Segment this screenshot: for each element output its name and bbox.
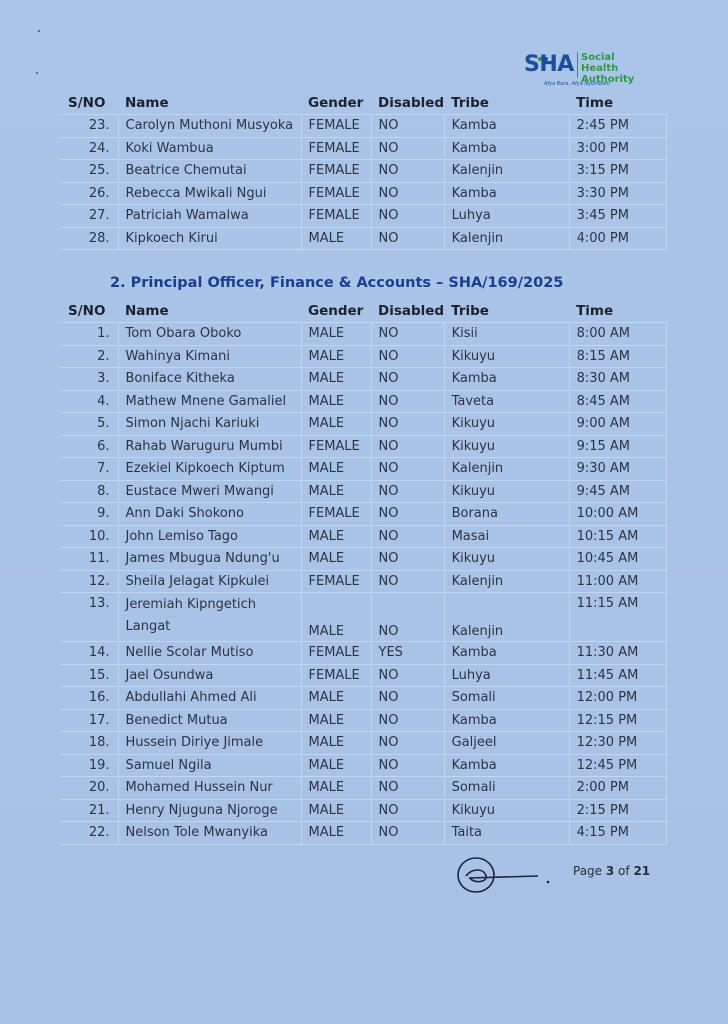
table-row [60,480,666,503]
table-row [60,525,666,548]
cell-disabled: NO [371,345,444,368]
cell-time: 10:15 AM [569,525,666,548]
cell-gender: MALE [301,323,371,346]
cell-sno: 27. [60,205,118,228]
cell-gender: FEMALE [301,182,371,205]
header-disabled: Disabled [378,303,445,319]
cell-sno: 16. [60,687,118,710]
table-row [60,709,666,732]
cell-tribe: Taita [444,822,569,845]
cell-name: Henry Njuguna Njoroge [118,799,301,822]
section-heading: 2. Principal Officer, Finance & Accounts – SHA/169/2025 [110,275,564,291]
cell-disabled: NO [371,525,444,548]
cell-gender: MALE [301,754,371,777]
cell-disabled: NO [371,413,444,436]
sha-logo [524,46,654,96]
cell-gender: FEMALE [301,205,371,228]
cell-tribe: Kamba [444,137,569,160]
cell-tribe: Kamba [444,709,569,732]
cell-gender: FEMALE [301,160,371,183]
cell-time: 8:00 AM [569,323,666,346]
cell-name: Samuel Ngila [118,754,301,777]
cell-gender: FEMALE [301,435,371,458]
table-row [60,323,666,346]
cell-name: Abdullahi Ahmed Ali [118,687,301,710]
cell-gender: MALE [301,458,371,481]
logo-mark: SHA [524,52,574,77]
cell-tribe: Kikuyu [444,435,569,458]
logo-tagline: Afya Bora, Afya Nyumbani [544,81,610,87]
page-sep: of [614,864,634,878]
cell-name: Hussein Diriye Jimale [118,732,301,755]
cell-sno: 12. [60,570,118,593]
cell-sno: 8. [60,480,118,503]
table-row [60,642,666,665]
cell-disabled: NO [371,570,444,593]
cell-sno: 22. [60,822,118,845]
cell-tribe: Taveta [444,390,569,413]
cell-name: Wahinya Kimani [118,345,301,368]
cell-tribe: Kamba [444,182,569,205]
cell-gender: MALE [301,548,371,571]
cell-tribe: Kikuyu [444,480,569,503]
cell-time: 9:15 AM [569,435,666,458]
table-row [60,413,666,436]
cell-tribe: Luhya [444,664,569,687]
logo-divider [577,52,578,78]
table-row [60,115,666,138]
cell-sno: 17. [60,709,118,732]
cell-disabled: NO [371,137,444,160]
cell-tribe: Somali [444,687,569,710]
cell-name: James Mbugua Ndung'u [118,548,301,571]
cell-tribe: Kalenjin [444,458,569,481]
table-row [60,593,666,642]
cell-name: Jael Osundwa [118,664,301,687]
table-row [60,732,666,755]
header-name: Name [125,303,169,319]
cell-time: 3:30 PM [569,182,666,205]
cell-gender: MALE [301,525,371,548]
cell-gender: MALE [301,413,371,436]
table-row [60,570,666,593]
cell-time: 3:45 PM [569,205,666,228]
table-row [60,503,666,526]
cell-tribe: Kamba [444,115,569,138]
cell-name: Mathew Mnene Gamaliel [118,390,301,413]
cell-tribe: Borana [444,503,569,526]
cell-gender: MALE [301,687,371,710]
cell-tribe: Somali [444,777,569,800]
cell-time: 11:00 AM [569,570,666,593]
header-name: Name [125,95,169,111]
cell-name: Mohamed Hussein Nur [118,777,301,800]
table-body [60,115,666,250]
cell-sno: 7. [60,458,118,481]
cell-time: 8:15 AM [569,345,666,368]
cell-name: Patriciah Wamalwa [118,205,301,228]
cell-name: Beatrice Chemutai [118,160,301,183]
cell-sno: 18. [60,732,118,755]
header-sno: S/NO [68,95,106,111]
cell-disabled: NO [371,687,444,710]
cell-tribe: Kisii [444,323,569,346]
cell-disabled: NO [371,390,444,413]
table-row [60,435,666,458]
cell-disabled: NO [371,458,444,481]
cell-disabled: NO [371,323,444,346]
cell-time: 8:45 AM [569,390,666,413]
header-time: Time [576,95,614,111]
table-row [60,822,666,845]
cell-time: 12:00 PM [569,687,666,710]
cell-name: John Lemiso Tago [118,525,301,548]
logo-name-line2: Authority [581,74,635,85]
cell-time: 4:15 PM [569,822,666,845]
table-row [60,799,666,822]
table-row [60,205,666,228]
cell-tribe: Kalenjin [444,570,569,593]
cell-name: Simon Njachi Kariuki [118,413,301,436]
table-row [60,137,666,160]
table-row [60,777,666,800]
cell-gender: FEMALE [301,503,371,526]
cell-time: 12:30 PM [569,732,666,755]
cell-time: 12:15 PM [569,709,666,732]
cell-name: Rebecca Mwikali Ngui [118,182,301,205]
table-row [60,754,666,777]
cell-disabled: NO [371,799,444,822]
cell-sno: 13. [60,593,118,642]
cell-sno: 11. [60,548,118,571]
cell-time: 4:00 PM [569,227,666,250]
table-body [60,323,666,845]
cell-gender: FEMALE [301,137,371,160]
cell-sno: 1. [60,323,118,346]
cell-name: Ezekiel Kipkoech Kiptum [118,458,301,481]
cell-name: Jeremiah Kipngetich Langat [118,593,301,642]
cell-tribe: Kamba [444,368,569,391]
header-disabled: Disabled [378,95,445,111]
cell-name: Sheila Jelagat Kipkulei [118,570,301,593]
cell-time: 9:00 AM [569,413,666,436]
header-gender: Gender [308,95,364,111]
table-header-row [60,300,666,323]
table-row [60,345,666,368]
cell-sno: 5. [60,413,118,436]
cell-disabled: NO [371,435,444,458]
cell-name: Boniface Kitheka [118,368,301,391]
cell-disabled: NO [371,503,444,526]
cell-disabled: NO [371,593,444,642]
cell-gender: MALE [301,480,371,503]
cell-time: 10:45 AM [569,548,666,571]
header-sno: S/NO [68,303,106,319]
cell-time: 9:30 AM [569,458,666,481]
cell-disabled: NO [371,777,444,800]
cell-tribe: Kalenjin [444,593,569,642]
cell-disabled: NO [371,227,444,250]
cell-tribe: Kikuyu [444,548,569,571]
cell-gender: FEMALE [301,570,371,593]
cell-time: 9:45 AM [569,480,666,503]
signature-mark [452,850,552,900]
cell-disabled: YES [371,642,444,665]
cell-sno: 3. [60,368,118,391]
cell-disabled: NO [371,115,444,138]
scan-speck [36,72,38,74]
cell-gender: MALE [301,227,371,250]
table-row [60,458,666,481]
cell-time: 8:30 AM [569,368,666,391]
cell-sno: 14. [60,642,118,665]
cell-gender: FEMALE [301,642,371,665]
cell-sno: 9. [60,503,118,526]
cell-name: Benedict Mutua [118,709,301,732]
cell-name: Koki Wambua [118,137,301,160]
table-header-row [60,92,666,115]
cell-name: Eustace Mweri Mwangi [118,480,301,503]
cell-sno: 26. [60,182,118,205]
table-row [60,368,666,391]
table-row [60,160,666,183]
header-tribe: Tribe [451,303,489,319]
schedule-table-continued [60,92,667,250]
cell-tribe: Kalenjin [444,227,569,250]
cell-time: 11:15 AM [569,593,666,642]
cell-name: Kipkoech Kirui [118,227,301,250]
cell-gender: MALE [301,732,371,755]
logo-name-line1: Social Health [581,52,619,74]
cell-name: Ann Daki Shokono [118,503,301,526]
cell-sno: 25. [60,160,118,183]
cell-disabled: NO [371,664,444,687]
cell-gender: MALE [301,390,371,413]
cell-time: 2:00 PM [569,777,666,800]
cell-gender: MALE [301,777,371,800]
cell-tribe: Kikuyu [444,799,569,822]
table-row [60,390,666,413]
cell-sno: 2. [60,345,118,368]
cell-time: 2:45 PM [569,115,666,138]
cell-gender: MALE [301,345,371,368]
cell-name: Carolyn Muthoni Musyoka [118,115,301,138]
cell-time: 11:45 AM [569,664,666,687]
scan-speck [38,30,40,32]
cell-disabled: NO [371,480,444,503]
cell-gender: FEMALE [301,664,371,687]
cell-disabled: NO [371,368,444,391]
cell-sno: 4. [60,390,118,413]
table-row [60,664,666,687]
cell-tribe: Masai [444,525,569,548]
cell-sno: 20. [60,777,118,800]
cell-gender: MALE [301,593,371,642]
cell-time: 3:00 PM [569,137,666,160]
cell-name: Nellie Scolar Mutiso [118,642,301,665]
cell-tribe: Galjeel [444,732,569,755]
header-time: Time [576,303,614,319]
cell-sno: 28. [60,227,118,250]
cell-tribe: Kamba [444,754,569,777]
cell-sno: 10. [60,525,118,548]
table-row [60,687,666,710]
cell-sno: 6. [60,435,118,458]
cell-gender: FEMALE [301,115,371,138]
page-footer [573,864,650,878]
cell-name: Rahab Waruguru Mumbi [118,435,301,458]
cell-time: 3:15 PM [569,160,666,183]
table-row [60,227,666,250]
cell-gender: MALE [301,799,371,822]
table-row [60,182,666,205]
cell-tribe: Luhya [444,205,569,228]
page-current: 3 [605,864,615,878]
cell-disabled: NO [371,732,444,755]
cell-disabled: NO [371,548,444,571]
cell-sno: 21. [60,799,118,822]
cell-name: Nelson Tole Mwanyika [118,822,301,845]
page-total: 21 [633,864,651,878]
cell-time: 12:45 PM [569,754,666,777]
cell-sno: 23. [60,115,118,138]
cell-gender: MALE [301,368,371,391]
header-tribe: Tribe [451,95,489,111]
cell-gender: MALE [301,822,371,845]
cell-name: Tom Obara Oboko [118,323,301,346]
cell-tribe: Kikuyu [444,413,569,436]
cell-disabled: NO [371,822,444,845]
cell-tribe: Kalenjin [444,160,569,183]
cell-disabled: NO [371,754,444,777]
cell-disabled: NO [371,160,444,183]
cell-tribe: Kamba [444,642,569,665]
cell-time: 11:30 AM [569,642,666,665]
cell-time: 10:00 AM [569,503,666,526]
page-prefix: Page [573,864,606,878]
cell-sno: 24. [60,137,118,160]
header-gender: Gender [308,303,364,319]
cell-tribe: Kikuyu [444,345,569,368]
schedule-table-finance [60,300,667,845]
table-row [60,548,666,571]
cell-disabled: NO [371,182,444,205]
cell-disabled: NO [371,205,444,228]
cell-gender: MALE [301,709,371,732]
cell-sno: 19. [60,754,118,777]
cell-time: 2:15 PM [569,799,666,822]
cell-sno: 15. [60,664,118,687]
cell-disabled: NO [371,709,444,732]
